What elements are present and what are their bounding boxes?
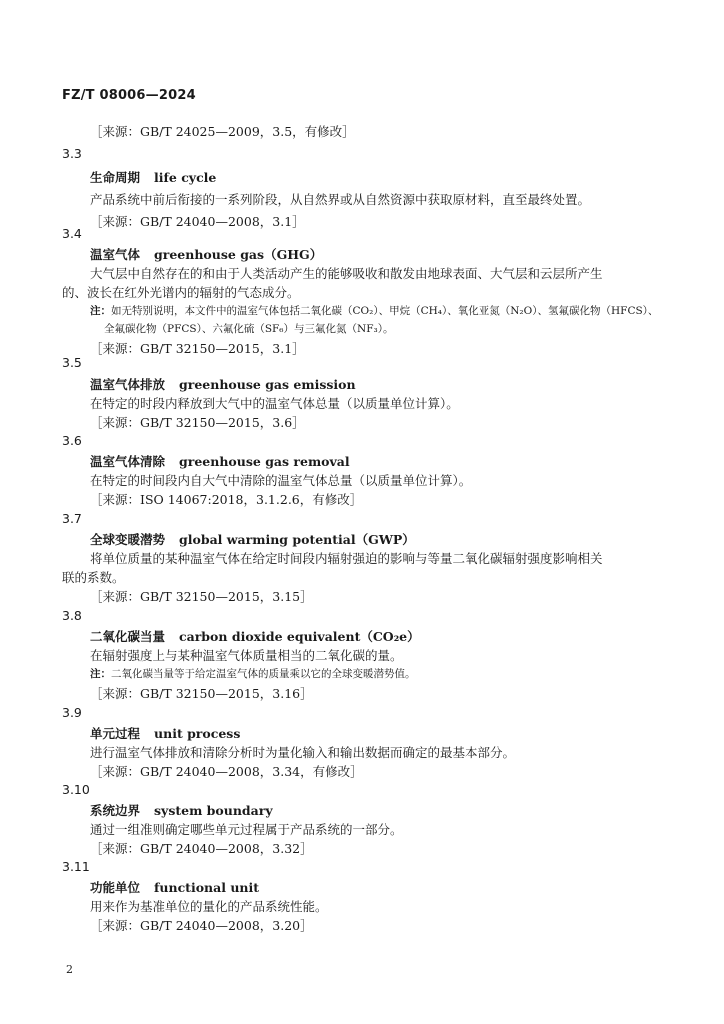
term-en: greenhouse gas removal (179, 454, 350, 469)
source-line: ［来源：GB/T 32150—2015，3.1］ (90, 341, 305, 356)
source-line: ［来源：GB/T 32150—2015，3.16］ (90, 686, 313, 701)
term-heading (90, 724, 240, 742)
term-zh: 全球变暖潜势 (90, 532, 166, 547)
source-line: ［来源：GB/T 32150—2015，3.15］ (90, 589, 313, 604)
note-text: 如无特别说明，本文件中的温室气体包括二氧化碳（CO₂）、甲烷（CH₄）、氧化亚氮（N₂O）、氢氟碳化物（HFCS）、 (111, 305, 659, 317)
note-label: 注： (90, 305, 111, 317)
term-en: greenhouse gas emission (179, 377, 356, 392)
term-zh: 二氧化碳当量 (90, 629, 166, 644)
term-zh: 单元过程 (90, 726, 141, 741)
term-en: functional unit (154, 880, 260, 895)
term-zh: 生命周期 (90, 170, 141, 185)
note (90, 303, 658, 318)
note (90, 666, 416, 681)
term-zh: 温室气体清除 (90, 454, 166, 469)
definition: 在特定的时间段内自大气中清除的温室气体总量（以质量单位计算）。 (90, 473, 472, 488)
term-en: carbon dioxide equivalent（CO₂e） (179, 629, 420, 644)
definition: 用来作为基准单位的量化的产品系统性能。 (90, 899, 328, 914)
term-heading (90, 627, 420, 645)
definition-line: 将单位质量的某种温室气体在给定时间段内辐射强迫的影响与等量二氧化碳辐射强度影响相关 (90, 551, 603, 566)
source-line: ［来源：GB/T 32150—2015，3.6］ (90, 415, 305, 430)
term-zh: 温室气体排放 (90, 377, 166, 392)
term-en: global warming potential（GWP） (179, 532, 415, 547)
definition: 在特定的时段内释放到大气中的温室气体总量（以质量单位计算）。 (90, 396, 459, 411)
term-zh: 温室气体 (90, 247, 141, 262)
note-text: 二氧化碳当量等于给定温室气体的质量乘以它的全球变暖潜势值。 (111, 668, 416, 680)
definition: 在辐射强度上与某种温室气体质量相当的二氧化碳的量。 (90, 648, 403, 663)
source-line: ［来源：ISO 14067:2018，3.1.2.6，有修改］ (90, 492, 363, 507)
term-heading (90, 168, 216, 186)
clause-number: 3.6 (62, 433, 82, 448)
term-heading (90, 530, 415, 548)
definition-line: 的、波长在红外光谱内的辐射的气态成分。 (62, 285, 300, 300)
clause-number: 3.4 (62, 226, 82, 241)
source-line: ［来源：GB/T 24040—2008，3.32］ (90, 841, 313, 856)
term-zh: 功能单位 (90, 880, 141, 895)
source-line: ［来源：GB/T 24040—2008，3.1］ (90, 214, 305, 229)
definition: 产品系统中前后衔接的一系列阶段，从自然界或从自然资源中获取原材料，直至最终处置。 (90, 192, 591, 207)
source-line: ［来源：GB/T 24040—2008，3.34，有修改］ (90, 764, 363, 779)
term-heading (90, 878, 259, 896)
clause-number: 3.11 (62, 859, 90, 874)
term-heading (90, 452, 350, 470)
document-header: FZ/T 08006—2024 (62, 88, 196, 103)
term-zh: 系统边界 (90, 803, 141, 818)
term-heading (90, 245, 322, 263)
page-number: 2 (66, 963, 73, 976)
term-en: system boundary (154, 803, 273, 818)
clause-number: 3.3 (62, 146, 82, 161)
note-text-continued: 全氟碳化物（PFCS）、六氟化硫（SF₆）与三氟化氮（NF₃）。 (104, 323, 394, 335)
clause-number: 3.7 (62, 511, 82, 526)
definition-line: 大气层中自然存在的和由于人类活动产生的能够吸收和散发由地球表面、大气层和云层所产生 (90, 266, 603, 281)
term-en: life cycle (154, 170, 217, 185)
term-heading (90, 375, 356, 393)
clause-number: 3.5 (62, 355, 82, 370)
definition: 进行温室气体排放和清除分析时为量化输入和输出数据而确定的最基本部分。 (90, 745, 516, 760)
clause-number: 3.10 (62, 782, 90, 797)
source-line: ［来源：GB/T 24025—2009，3.5，有修改］ (90, 124, 355, 139)
definition-line: 联的系数。 (62, 570, 125, 585)
clause-number: 3.9 (62, 705, 82, 720)
source-line: ［来源：GB/T 24040—2008，3.20］ (90, 918, 313, 933)
term-heading (90, 801, 273, 819)
definition: 通过一组准则确定哪些单元过程属于产品系统的一部分。 (90, 822, 403, 837)
term-en: unit process (154, 726, 241, 741)
term-en: greenhouse gas（GHG） (154, 247, 323, 262)
clause-number: 3.8 (62, 608, 82, 623)
note-label: 注： (90, 668, 111, 680)
